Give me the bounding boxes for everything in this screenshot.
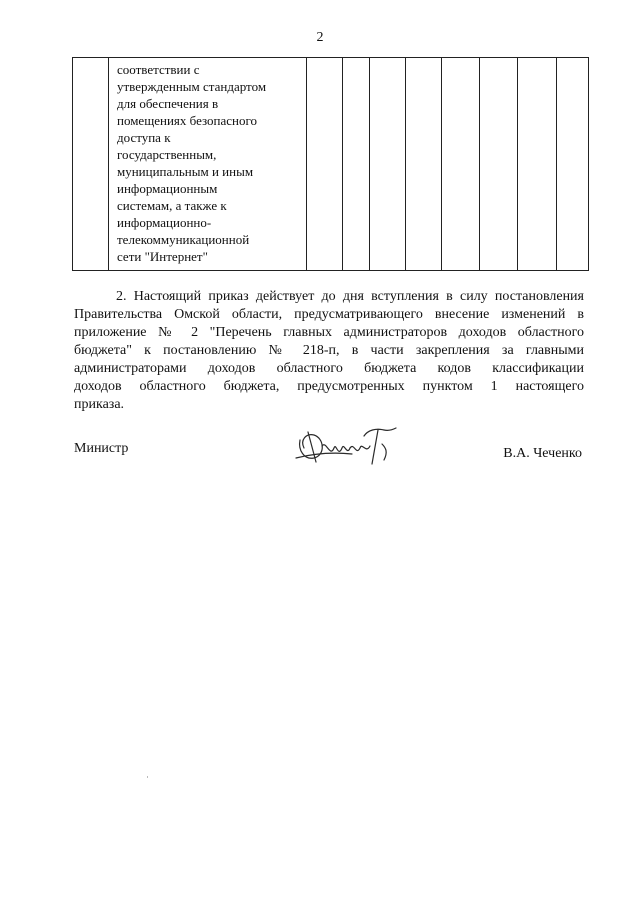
table-cell-empty [370,58,406,271]
table-cell-line: системам, а также к [117,198,227,213]
table-cell-line: сети "Интернет" [117,249,208,264]
table-cell-line: муниципальным и иным [117,164,254,179]
scan-speck [147,776,148,778]
page-number: 2 [316,30,324,45]
table-cell-empty [73,58,109,271]
table-cell-empty [343,58,370,271]
table-cell-line: утвержденным стандартом [117,79,267,94]
table-cell-line: соответствии с [117,62,200,77]
table-cell-line: доступа к [117,130,171,145]
table-cell-empty [557,58,589,271]
paragraph-line: администраторами доходов областного бюджета кодов классификации [74,361,584,376]
paragraph-line: приложение № 2 "Перечень главных администраторов доходов областного [74,325,584,340]
paragraph-line: Правительства Омской области, предусматривающего внесение изменений в [74,307,584,322]
table-cell-empty [442,58,480,271]
signer-title: Министр [74,441,129,456]
table-cell-line: для обеспечения в [117,96,219,111]
table-cell-line: информационным [117,181,218,196]
table-cell-line: помещениях безопасного [117,113,258,128]
handwritten-signature [292,418,402,470]
table-cell-line: информационно- [117,215,212,230]
table-cell-empty [307,58,343,271]
table-cell-description [109,58,307,271]
order-paragraph [74,288,584,414]
paragraph-line: 2. Настоящий приказ действует до дня вступления в силу постановления [116,289,584,304]
table-cell-line: государственным, [117,147,217,162]
table-cell-empty [480,58,518,271]
table-cell-line: телекоммуникационной [117,232,250,247]
paragraph-line: бюджета" к постановлению № 218-п, в части закрепления за главными [74,343,584,358]
paragraph-line: приказа. [74,397,125,412]
table-cell-empty [518,58,557,271]
signer-name: В.А. Чеченко [503,446,582,461]
table-row [73,58,589,271]
paragraph-line: доходов областного бюджета, предусмотренных пунктом 1 настоящего [74,379,584,394]
continued-table [72,57,589,271]
table-cell-empty [406,58,442,271]
